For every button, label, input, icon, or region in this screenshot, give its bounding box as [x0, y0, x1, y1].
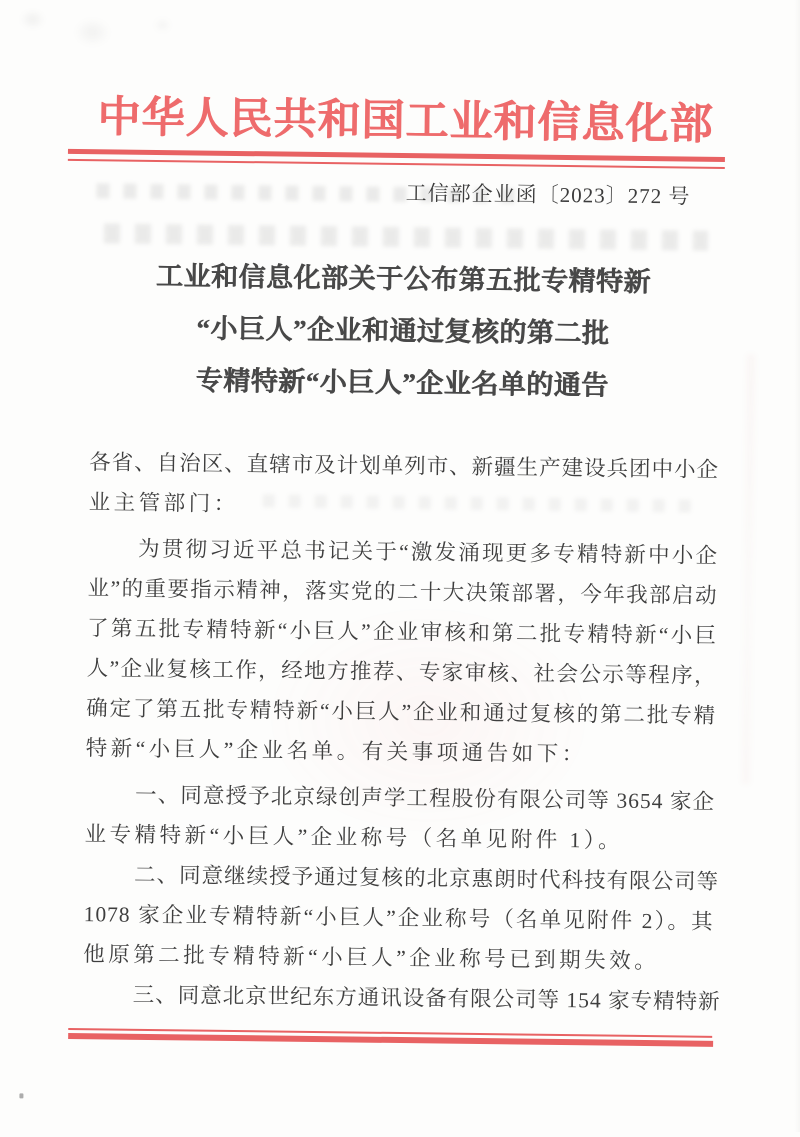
body-line: 为贯彻习近平总书记关于“激发涌现更多专精特新中小企	[137, 536, 719, 568]
item-1-paragraph	[84, 774, 715, 862]
salutation-paragraph	[88, 442, 719, 530]
item-3-paragraph	[82, 974, 721, 1022]
body-line: 业”的重要指示精神，落实党的二十大决策部署，今年我部启动	[87, 576, 718, 608]
scan-speck	[19, 1093, 23, 1098]
bleedthrough-ghost-text-2	[104, 223, 708, 250]
intro-paragraph	[85, 528, 718, 776]
body-line: 人”企业复核工作，经地方推荐、专家审核、社会公示等程序，	[86, 656, 717, 688]
body-line: 1078 家企业专精特新“小巨人”企业称号（名单见附件 2）。其	[83, 902, 714, 934]
document-title	[2, 248, 800, 414]
body-line: 了第五批专精特新“小巨人”企业审核和第二批专精特新“小巨	[86, 616, 718, 648]
body-line: 二、同意继续授予通过复核的北京惠朗时代科技有限公司等	[133, 862, 720, 894]
document-title-line-2: “小巨人”企业和通过复核的第二批	[196, 313, 610, 349]
scan-smudge-top-left	[12, 1, 193, 63]
body-line: 确定了第五批专精特新“小巨人”企业和通过复核的第二批专精	[86, 696, 717, 728]
item-2-paragraph	[83, 854, 720, 982]
body-line: 各省、自治区、直辖市及计划单列市、新疆生产建设兵团中小企	[89, 450, 720, 482]
document-number: 工信部企业函〔2023〕272 号	[405, 181, 691, 209]
letterhead-title: 中华人民共和国工业和信息化部	[97, 94, 714, 149]
document-title-line-3: 专精特新“小巨人”企业名单的通告	[195, 365, 609, 401]
document-body	[82, 442, 719, 1022]
scan-edge-streak	[741, 354, 755, 784]
body-line: 业主管部门：	[88, 490, 239, 517]
body-line: 业专精特新“小巨人”企业称号（名单见附件 1）。	[84, 822, 624, 853]
body-line: 他原第二批专精特新“小巨人”企业称号已到期失效。	[83, 942, 660, 974]
body-line: 三、同意北京世纪东方通讯设备有限公司等 154 家专精特新	[132, 982, 721, 1014]
body-line: 特新“小巨人”企业名单。有关事项通告如下：	[85, 736, 587, 767]
body-line: 一、同意授予北京绿创声学工程股份有限公司等 3654 家企	[134, 782, 716, 814]
document-title-line-1: 工业和信息化部关于公布第五批专精特新	[155, 260, 652, 298]
